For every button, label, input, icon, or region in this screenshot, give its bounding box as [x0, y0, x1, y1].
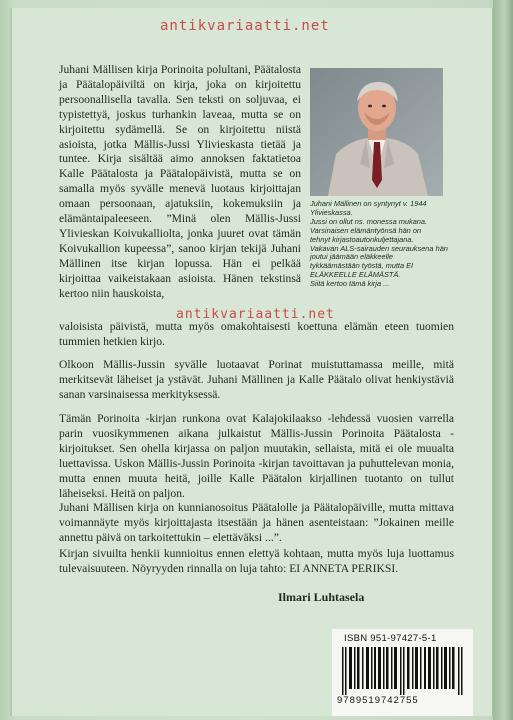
- caption-line: tehnyt kirjastoautonkuljettajana.: [310, 234, 414, 244]
- caption-line: Juhani Mällinen on syntynyt v. 1944: [310, 199, 427, 208]
- photo-caption: [310, 200, 450, 289]
- paragraph-text: Kirjan sivuilta henkii kunnioitus ennen elettyä kohtaan, mutta myös luja luottamus tulevaisuuteen. Nöyryyden rinnalla on luja tahto: EI ANNETA PERIKSI.: [59, 547, 454, 575]
- intro-continuation: [59, 320, 454, 350]
- caption-line: Siitä kertoo tämä kirja ...: [310, 279, 390, 289]
- caption-line: Vakavan ALS-sairauden seurauksena hän joutui jäämään eläkkeelle: [310, 243, 448, 262]
- paragraph-text: Juhani Mällisen kirja on kunnianosoitus Päätalolle ja Päätalopäiville, mutta mittava voimannäyte myös kirjoittajasta itsestään ja hänen asenteistaan: ”Jokainen meille annettu päivä on tarkoitettukin – elettäväksi ...”.: [59, 501, 454, 544]
- caption-line: ELÄKKEELLE ELÄMÄSTÄ.: [310, 270, 401, 280]
- author-photo: [310, 68, 443, 196]
- barcode-graphic: [342, 647, 464, 695]
- watermark-middle: antikvariaatti.net: [176, 307, 335, 322]
- barcode-label: [332, 629, 473, 716]
- paragraph-1: [59, 358, 454, 403]
- intro-continuation-text: valoisista päivistä, mutta myös omakohtaisesti koettuna elämän eteen tuomien tummien hetkien kirjo.: [59, 320, 454, 348]
- caption-line: Ylivieskassa.: [310, 207, 353, 217]
- intro-text: Juhani Mällisen kirja Porinoita polultani, Päätalosta ja Päätalopäiviltä on kirja, joka on kirjoitettu persoonallisella tavalla. Sen teksti on soljuvaa, ei typistettyä, joskus turhankin laveaa, mutta se on kirjoitettu sydämellä. Se on kirjoitettu niistä asioista, jotka Mällis-Jussi Ylivieskasta tietää ja tuntee. Kirja sisältää aimo annoksen faktatietoa Kalle Päätalosta ja Päätalopäivistä, mutta se on samalla myös syvälle menevä luotaus kirjoittajan omaan persoonaan, ajatuksiin, kokemuksiin ja elämäntaipaleeseen. ”Minä olen Mällis-Jussi Ylivieskan Koivukalliolta, jonka juuret ovat tämän Koivukallion kupeessa”, sanoo kirjan tekijä Juhani Mällinen itse kirjan lopussa. Hän ei pelkää kirjoittaa vaikeistakaan asioista. Hänen tekstinsä kertoo niin hauskoista,: [59, 63, 301, 300]
- paragraph-text: Tämän Porinoita -kirjan runkona ovat Kalajokilaakso -lehdessä vuosien varrella parin vuosikymmenen aikana julkaistut Mällis-Jussin Porinoita Päätalosta -kirjoitukset. Sen ohella kirjassa on paljon muutakin, sellaista, mitä ei ole muualta luettavissa. Uskon Mällis-Jussin Porinoita -kirjan tavoittavan ja puhuttelevan monia, mutta ennen muuta heitä, joille Kalle Päätalon kirjallinen tuotanto on tullut läheiseksi. Heitä on paljon.: [59, 412, 454, 500]
- caption-line: Varsinaisen elämäntyönsä hän on: [310, 225, 422, 235]
- paragraph-2: [59, 412, 454, 501]
- caption-line: Jussi on ollut ns. monessa mukana.: [310, 216, 428, 226]
- watermark-top: antikvariaatti.net: [160, 18, 330, 34]
- signature: Ilmari Luhtasela: [278, 590, 365, 604]
- paragraph-3: [59, 501, 454, 546]
- caption-line: tykkäämästään työstä, mutta EI: [310, 261, 414, 271]
- paragraph-text: Olkoon Mällis-Jussin syvälle luotaavat Porinat muistuttamassa meille, mitä merkitsevät läheiset ja ystävät. Juhani Mällinen ja Kalle Päätalo olivat henkiystäviä sanan varsinaisessa merkityksessä.: [59, 358, 454, 401]
- isbn-text: ISBN 951-97427-5-1: [344, 633, 437, 644]
- paragraph-4: [59, 547, 454, 577]
- barcode-number: 9789519742755: [337, 695, 419, 706]
- book-spine-edge: [493, 0, 513, 720]
- intro-paragraph: [59, 63, 301, 302]
- author-portrait-illustration: [310, 68, 443, 196]
